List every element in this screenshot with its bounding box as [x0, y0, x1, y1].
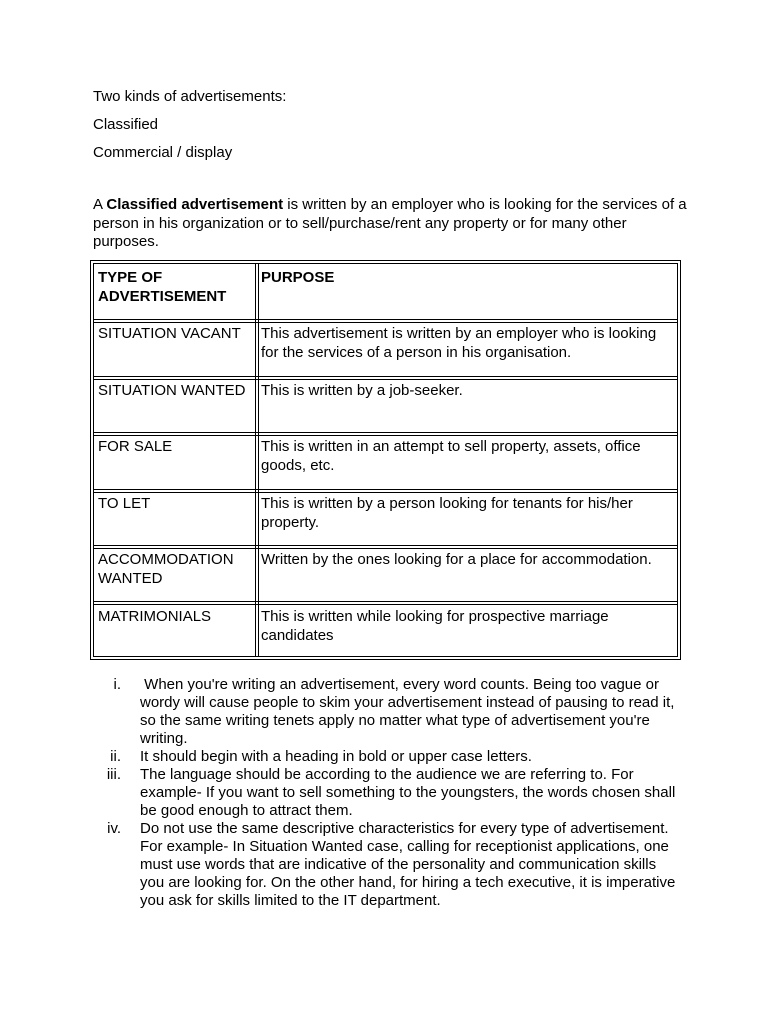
table-inner-border [93, 263, 678, 657]
row-purpose: This is written by a person looking for tenants for his/her property. [261, 495, 633, 531]
row-type: ACCOMMODATION WANTED [98, 551, 234, 587]
list-text: The language should be according to the audience we are referring to. For example- If you want to sell something to the youngsters, the words chosen shall be good enough to attract them. [140, 766, 676, 819]
row-divider [94, 432, 677, 436]
list-text: Do not use the same descriptive characteristics for every type of advertisement. For example- In Situation Wanted case, calling for receptionist applications, one must use words that are indicative of the personality and communication skills you are looking for. On the other hand, for hiring a tech executive, it is imperative you ask for skills limited to the IT department. [140, 820, 676, 909]
list-item [0, 766, 768, 820]
row-purpose: This is written by a job-seeker. [261, 382, 463, 399]
row-type: TO LET [98, 495, 151, 512]
list-text: It should begin with a heading in bold or upper case letters. [140, 748, 532, 765]
row-divider [94, 319, 677, 323]
row-divider [94, 545, 677, 549]
row-divider [94, 489, 677, 493]
intro-paragraph [93, 196, 693, 252]
list-item [0, 820, 768, 910]
intro-bold-term: Classified advertisement [106, 196, 284, 213]
classified-types-table [90, 260, 681, 660]
row-type: SITUATION VACANT [98, 325, 241, 342]
row-purpose: This is written in an attempt to sell property, assets, office goods, etc. [261, 438, 641, 474]
tips-list [0, 676, 768, 910]
intro-prefix: A [93, 196, 107, 213]
list-number: ii. [110, 748, 121, 765]
page-heading: Two kinds of advertisements: [93, 88, 287, 105]
row-type: MATRIMONIALS [98, 608, 212, 625]
row-divider [94, 601, 677, 605]
row-purpose: This is written while looking for prospective marriage candidates [261, 608, 609, 644]
row-divider [94, 376, 677, 380]
list-text: When you're writing an advertisement, every word counts. Being too vague or wordy will cause people to skim your advertisement instead of pausing to read it, so the same writing tenets apply no matter what type of advertisement you're writing. [140, 676, 679, 747]
list-item [0, 676, 768, 748]
kind-commercial: Commercial / display [93, 144, 233, 161]
list-item [0, 748, 768, 766]
list-number: iv. [107, 820, 121, 837]
row-type: SITUATION WANTED [98, 382, 246, 399]
kind-classified: Classified [93, 116, 159, 133]
list-number: iii. [106, 766, 121, 783]
header-type: TYPE OF ADVERTISEMENT [98, 269, 227, 305]
row-purpose: Written by the ones looking for a place for accommodation. [261, 551, 652, 568]
row-purpose: This advertisement is written by an employer who is looking for the services of a person in his organisation. [261, 325, 657, 361]
header-purpose: PURPOSE [261, 269, 335, 286]
list-number: i. [113, 676, 121, 693]
row-type: FOR SALE [98, 438, 173, 455]
intro-rest: is written by an employer who is looking for the services of a person in his organization or to sell/purchase/rent any property or for many other purposes. [93, 196, 687, 250]
